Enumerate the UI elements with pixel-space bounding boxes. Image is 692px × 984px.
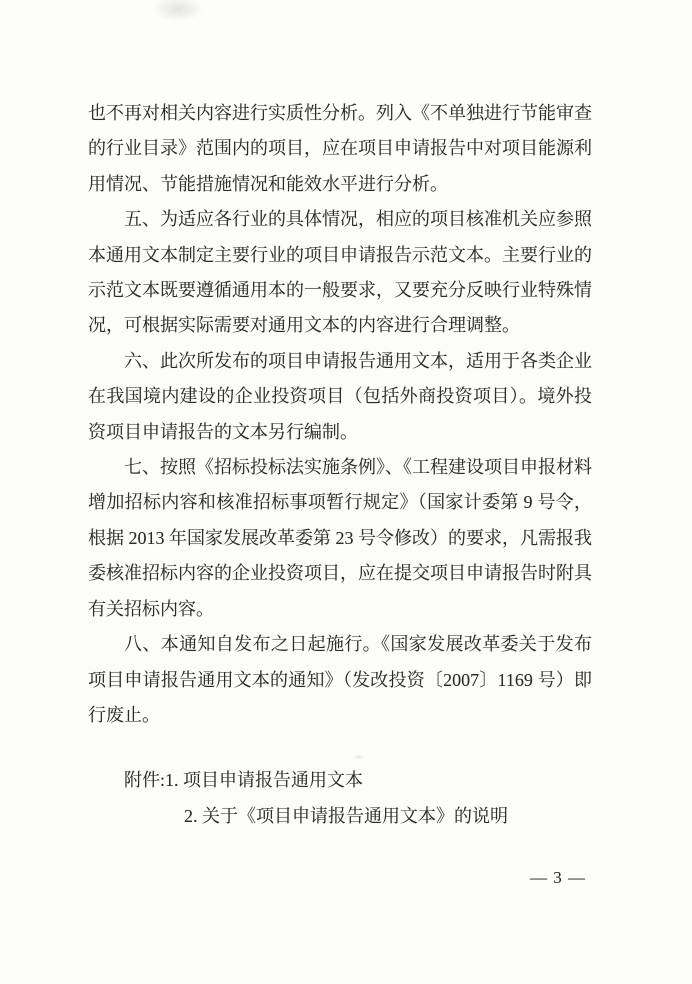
document-body xyxy=(88,96,592,834)
paragraph-item-5: 五、为适应各行业的具体情况，相应的项目核准机关应参照本通用文本制定主要行业的项目申请报告示范文本。主要行业的示范文本既要遵循通用本的一般要求，又要充分反映行业特殊情况，可根据实际需要对通用文本的内容进行合理调整。 xyxy=(88,209,592,336)
paragraph-continued: 也不再对相关内容进行实质性分析。列入《不单独进行节能审查的行业目录》范围内的项目，应在项目申请报告中对项目能源利用情况、节能措施情况和能效水平进行分析。 xyxy=(88,103,592,194)
attachment-line-1: 附件:1. 项目申请报告通用文本 xyxy=(124,770,363,791)
attachments-block xyxy=(88,763,592,834)
paragraph-item-7: 七、按照《招标投标法实施条例》、《工程建设项目申报材料增加招标内容和核准招标事项暂行规定》（国家计委第 9 号令，根据 2013 年国家发展改革委第 23 号令修改）的要求，凡需报我委核准招标内容的企业投资项目，应在提交项目申请报告时附具有关招标内容。 xyxy=(88,457,592,619)
scan-smudge-artifact xyxy=(152,0,204,22)
paragraph-item-8: 八、本通知自发布之日起施行。《国家发展改革委关于发布项目申请报告通用文本的通知》（发改投资〔2007〕1169 号）即行废止。 xyxy=(88,634,592,725)
page-number: — 3 — xyxy=(530,868,586,887)
attachment-line-2: 2. 关于《项目申请报告通用文本》的说明 xyxy=(184,805,508,826)
paragraph-item-6: 六、此次所发布的项目申请报告通用文本，适用于各类企业在我国境内建设的企业投资项目（包括外商投资项目）。境外投资项目申请报告的文本另行编制。 xyxy=(88,350,592,442)
